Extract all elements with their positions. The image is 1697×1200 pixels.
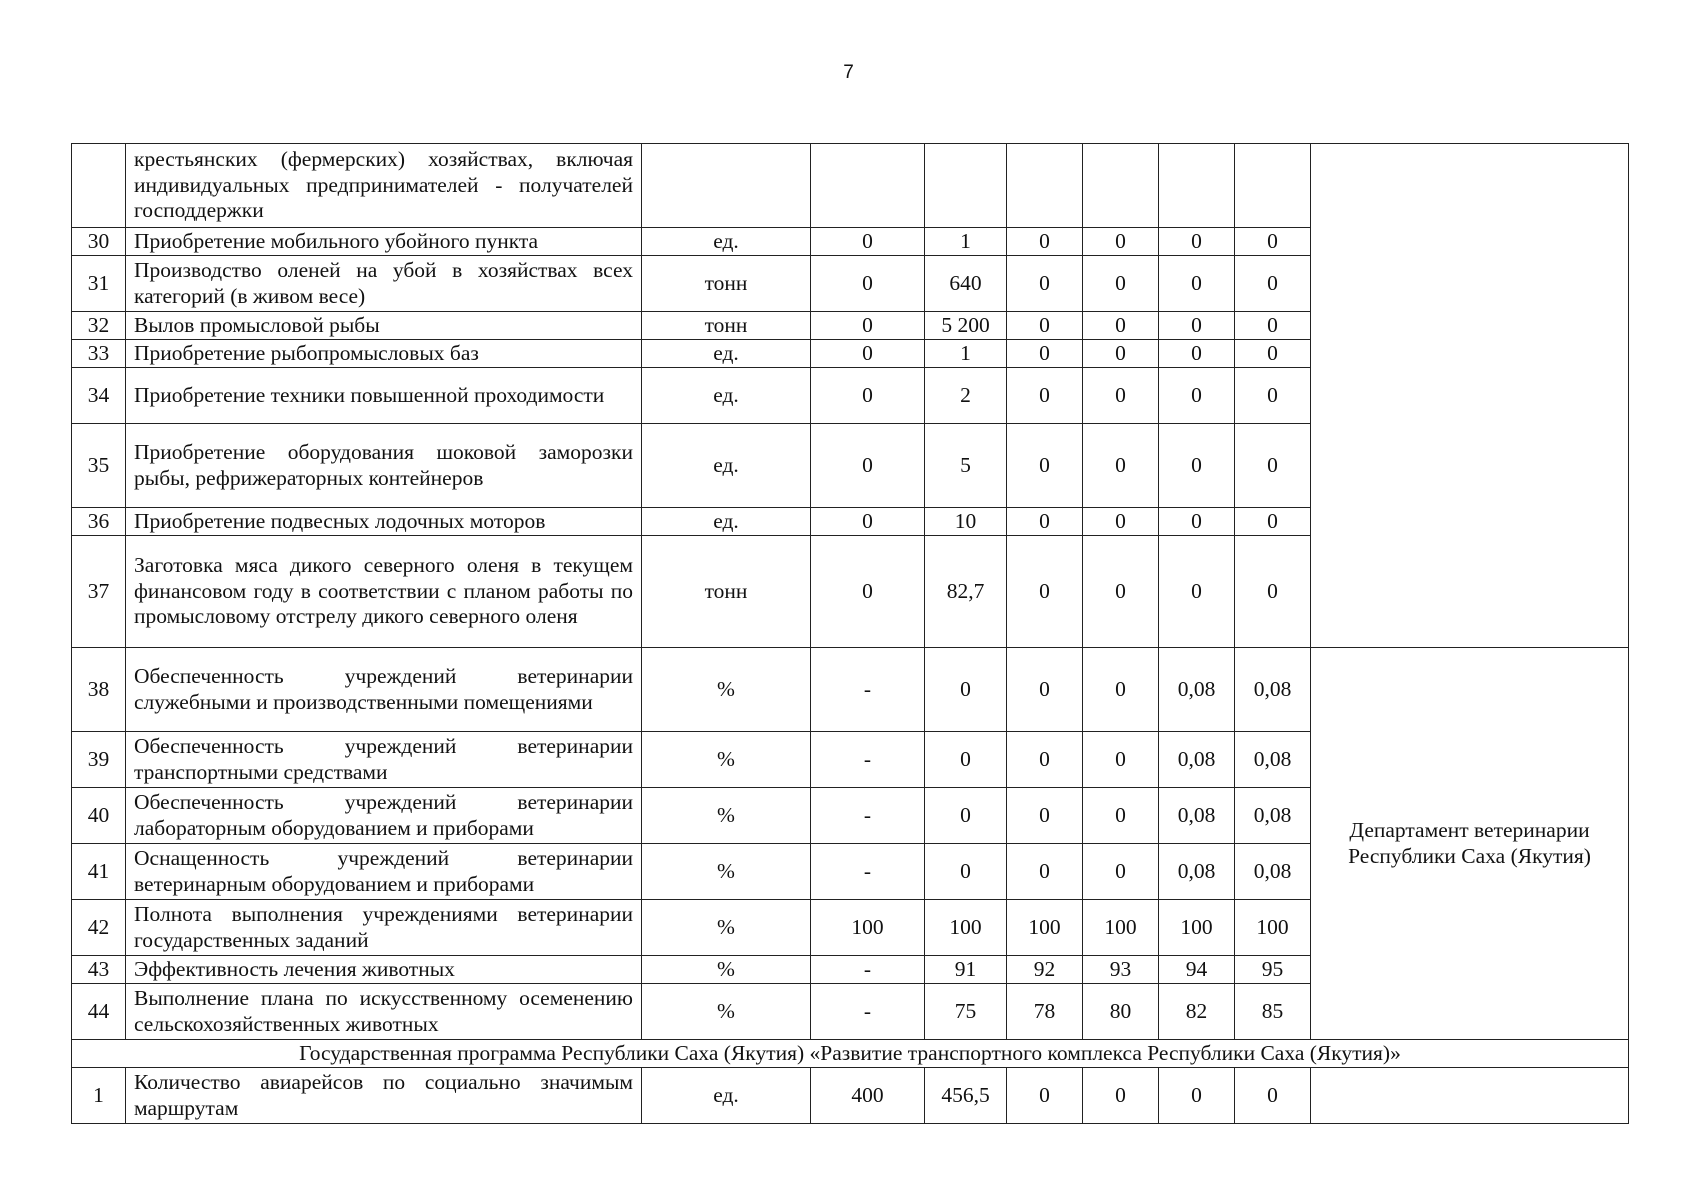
- value-cell: -: [811, 788, 925, 844]
- value-cell: 0: [811, 368, 925, 424]
- row-number: 42: [72, 900, 126, 956]
- unit-cell: %: [642, 844, 811, 900]
- value-cell: 100: [811, 900, 925, 956]
- row-number: 43: [72, 956, 126, 984]
- value-cell: 0: [811, 340, 925, 368]
- value-cell: 0: [811, 228, 925, 256]
- row-number: 35: [72, 424, 126, 508]
- value-cell: 0: [1159, 368, 1235, 424]
- value-cell: 0: [1235, 368, 1311, 424]
- value-cell: 80: [1083, 984, 1159, 1040]
- row-number: 31: [72, 256, 126, 312]
- unit-cell: %: [642, 900, 811, 956]
- value-cell: 0,08: [1159, 732, 1235, 788]
- value-cell: 0: [1007, 368, 1083, 424]
- section-title: Государственная программа Республики Саха (Якутия) «Развитие транспортного комплекса Республики Саха (Якутия)»: [72, 1040, 1629, 1068]
- value-cell: 93: [1083, 956, 1159, 984]
- value-cell: 95: [1235, 956, 1311, 984]
- indicator-name: Заготовка мяса дикого северного оленя в текущем финансовом году в соответствии с планом работы по промысловому отстрелу дикого северного оленя: [126, 536, 642, 648]
- row-number: [72, 144, 126, 228]
- row-number: 34: [72, 368, 126, 424]
- value-cell: 92: [1007, 956, 1083, 984]
- value-cell: 0,08: [1235, 732, 1311, 788]
- indicator-name: Производство оленей на убой в хозяйствах всех категорий (в живом весе): [126, 256, 642, 312]
- value-cell: 0: [1007, 256, 1083, 312]
- indicator-name: Приобретение рыбопромысловых баз: [126, 340, 642, 368]
- value-cell: 0: [1007, 508, 1083, 536]
- value-cell: 0: [1159, 340, 1235, 368]
- value-cell: 75: [925, 984, 1007, 1040]
- value-cell: 0: [811, 508, 925, 536]
- value-cell: 0: [1007, 1068, 1083, 1124]
- row-number: 38: [72, 648, 126, 732]
- indicator-name: Полнота выполнения учреждениями ветеринарии государственных заданий: [126, 900, 642, 956]
- value-cell: -: [811, 732, 925, 788]
- value-cell: 0: [1007, 228, 1083, 256]
- row-number: 39: [72, 732, 126, 788]
- value-cell: 5 200: [925, 312, 1007, 340]
- value-cell: 0: [1083, 788, 1159, 844]
- value-cell: 0: [1007, 312, 1083, 340]
- indicator-name: Эффективность лечения животных: [126, 956, 642, 984]
- value-cell: 0: [811, 424, 925, 508]
- row-number: 37: [72, 536, 126, 648]
- value-cell: 1: [925, 340, 1007, 368]
- value-cell: 0: [1007, 732, 1083, 788]
- unit-cell: ед.: [642, 424, 811, 508]
- indicator-name: Вылов промысловой рыбы: [126, 312, 642, 340]
- value-cell: -: [811, 956, 925, 984]
- unit-cell: %: [642, 788, 811, 844]
- unit-cell: %: [642, 984, 811, 1040]
- value-cell: 0: [925, 732, 1007, 788]
- value-cell: 456,5: [925, 1068, 1007, 1124]
- value-cell: 100: [925, 900, 1007, 956]
- responsible-department: Департамент ветеринарии Республики Саха (Якутия): [1311, 648, 1629, 1040]
- value-cell: 0: [1235, 424, 1311, 508]
- value-cell: 0: [1159, 1068, 1235, 1124]
- value-cell: 0: [1083, 340, 1159, 368]
- value-cell: 0: [1159, 424, 1235, 508]
- value-cell: 0: [1083, 1068, 1159, 1124]
- value-cell: 0: [1083, 368, 1159, 424]
- value-cell: 0: [1083, 312, 1159, 340]
- row-number: 40: [72, 788, 126, 844]
- value-cell: 0: [1235, 256, 1311, 312]
- value-cell: 0: [1235, 536, 1311, 648]
- unit-cell: тонн: [642, 536, 811, 648]
- value-cell: 0: [925, 788, 1007, 844]
- value-cell: 78: [1007, 984, 1083, 1040]
- value-cell: 0,08: [1159, 788, 1235, 844]
- table-row: [72, 144, 1629, 228]
- unit-cell: ед.: [642, 1068, 811, 1124]
- indicator-name: Приобретение мобильного убойного пункта: [126, 228, 642, 256]
- value-cell: 0: [1083, 228, 1159, 256]
- indicator-name: Приобретение подвесных лодочных моторов: [126, 508, 642, 536]
- value-cell: 0: [1083, 508, 1159, 536]
- row-number: 1: [72, 1068, 126, 1124]
- indicator-name: Приобретение оборудования шоковой заморозки рыбы, рефрижераторных контейнеров: [126, 424, 642, 508]
- value-cell: 10: [925, 508, 1007, 536]
- value-cell: 0: [1083, 256, 1159, 312]
- unit-cell: ед.: [642, 340, 811, 368]
- row-number: 32: [72, 312, 126, 340]
- value-cell: 0,08: [1159, 844, 1235, 900]
- value-cell: 0: [1159, 256, 1235, 312]
- value-cell: -: [811, 844, 925, 900]
- value-cell: 0,08: [1159, 648, 1235, 732]
- table-row: [72, 1068, 1629, 1124]
- value-cell: 400: [811, 1068, 925, 1124]
- value-cell: 100: [1159, 900, 1235, 956]
- unit-cell: ед.: [642, 228, 811, 256]
- value-cell: 85: [1235, 984, 1311, 1040]
- indicator-name: Оснащенность учреждений ветеринарии ветеринарным оборудованием и приборами: [126, 844, 642, 900]
- value-cell: 0: [1235, 1068, 1311, 1124]
- value-cell: 0: [1159, 536, 1235, 648]
- value-cell: 91: [925, 956, 1007, 984]
- indicator-name: Обеспеченность учреждений ветеринарии служебными и производственными помещениями: [126, 648, 642, 732]
- value-cell: 0: [1007, 536, 1083, 648]
- indicators-table: [71, 143, 1629, 1124]
- unit-cell: %: [642, 648, 811, 732]
- value-cell: 0: [925, 648, 1007, 732]
- value-cell: 0: [1159, 312, 1235, 340]
- indicator-name: крестьянских (фермерских) хозяйствах, включая индивидуальных предпринимателей - получателей господдержки: [126, 144, 642, 228]
- value-cell: 1: [925, 228, 1007, 256]
- value-cell: 0,08: [1235, 844, 1311, 900]
- value-cell: -: [811, 984, 925, 1040]
- table-row: [72, 648, 1629, 732]
- indicator-name: Обеспеченность учреждений ветеринарии лабораторным оборудованием и приборами: [126, 788, 642, 844]
- value-cell: 0: [925, 844, 1007, 900]
- value-cell: 0,08: [1235, 788, 1311, 844]
- value-cell: -: [811, 648, 925, 732]
- value-cell: 0: [1235, 340, 1311, 368]
- unit-cell: ед.: [642, 508, 811, 536]
- value-cell: 640: [925, 256, 1007, 312]
- value-cell: 0: [1159, 508, 1235, 536]
- value-cell: 0: [1083, 536, 1159, 648]
- value-cell: 0: [811, 312, 925, 340]
- section-row: [72, 1040, 1629, 1068]
- value-cell: 2: [925, 368, 1007, 424]
- value-cell: 0: [1083, 844, 1159, 900]
- row-number: 30: [72, 228, 126, 256]
- value-cell: 0,08: [1235, 648, 1311, 732]
- value-cell: 0: [811, 256, 925, 312]
- row-number: 36: [72, 508, 126, 536]
- value-cell: 0: [1235, 312, 1311, 340]
- unit-cell: %: [642, 732, 811, 788]
- page-number: 7: [843, 62, 854, 83]
- unit-cell: %: [642, 956, 811, 984]
- value-cell: 0: [1083, 424, 1159, 508]
- value-cell: 82,7: [925, 536, 1007, 648]
- responsible-cell: [1311, 1068, 1629, 1124]
- value-cell: 0: [1007, 788, 1083, 844]
- row-number: 41: [72, 844, 126, 900]
- value-cell: 0: [811, 536, 925, 648]
- value-cell: 82: [1159, 984, 1235, 1040]
- unit-cell: ед.: [642, 368, 811, 424]
- value-cell: 0: [1007, 648, 1083, 732]
- value-cell: 100: [1235, 900, 1311, 956]
- indicator-name: Количество авиарейсов по социально значимым маршрутам: [126, 1068, 642, 1124]
- value-cell: 0: [1007, 844, 1083, 900]
- indicator-name: Обеспеченность учреждений ветеринарии транспортными средствами: [126, 732, 642, 788]
- value-cell: 100: [1083, 900, 1159, 956]
- unit-cell: тонн: [642, 256, 811, 312]
- value-cell: 0: [1235, 508, 1311, 536]
- unit-cell: тонн: [642, 312, 811, 340]
- value-cell: 0: [1083, 732, 1159, 788]
- value-cell: 5: [925, 424, 1007, 508]
- value-cell: 0: [1159, 228, 1235, 256]
- indicator-name: Приобретение техники повышенной проходимости: [126, 368, 642, 424]
- value-cell: 0: [1007, 424, 1083, 508]
- row-number: 33: [72, 340, 126, 368]
- value-cell: 0: [1235, 228, 1311, 256]
- value-cell: 100: [1007, 900, 1083, 956]
- value-cell: 0: [1007, 340, 1083, 368]
- value-cell: 0: [1083, 648, 1159, 732]
- row-number: 44: [72, 984, 126, 1040]
- value-cell: 94: [1159, 956, 1235, 984]
- indicator-name: Выполнение плана по искусственному осеменению сельскохозяйственных животных: [126, 984, 642, 1040]
- responsible-cell: [1311, 144, 1629, 648]
